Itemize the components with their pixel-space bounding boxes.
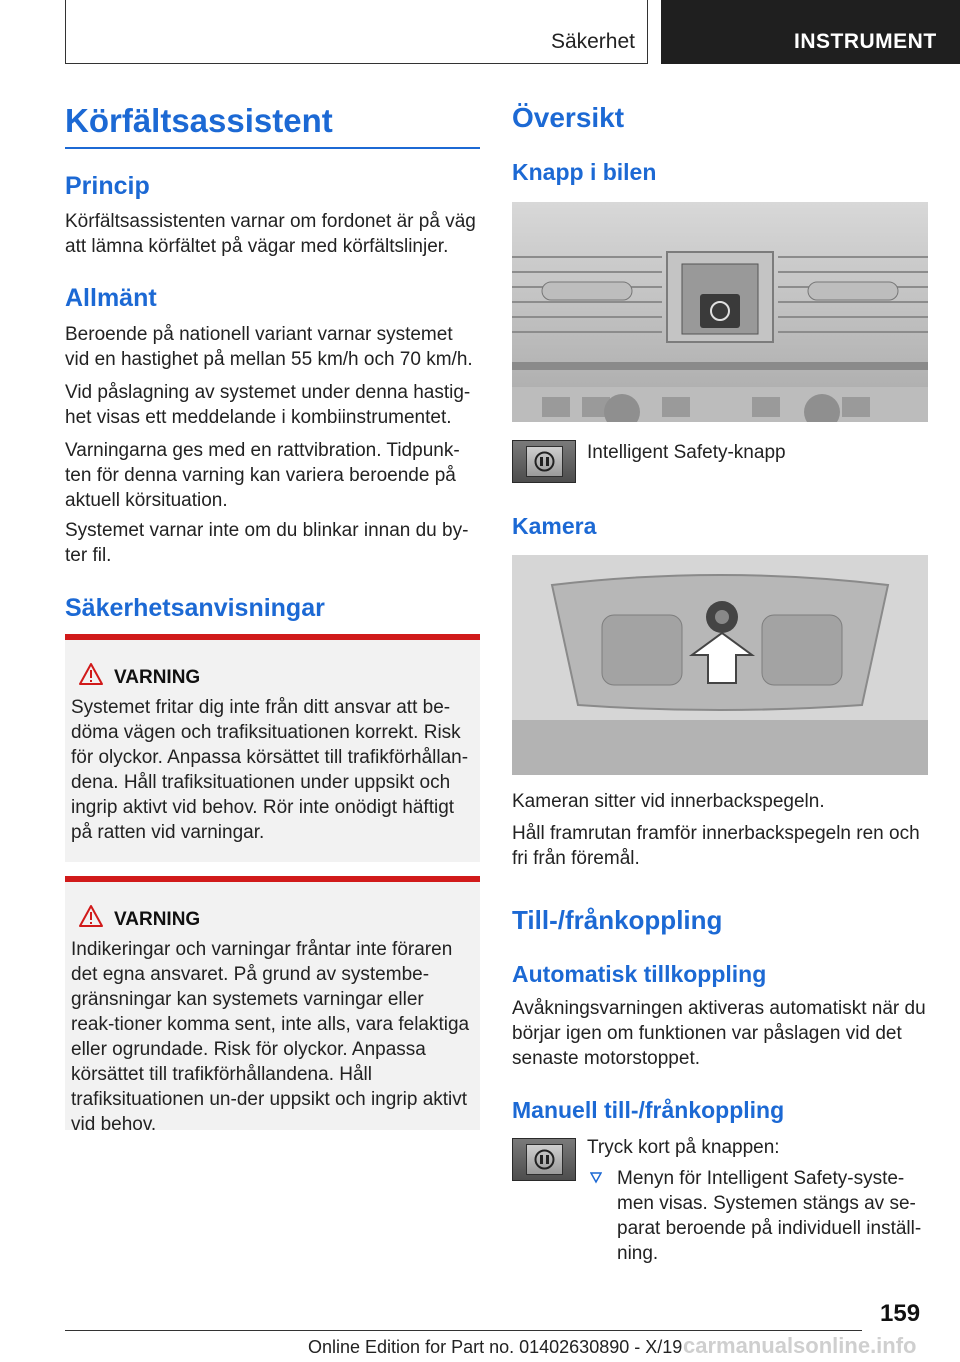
- heading-camera: Kamera: [512, 513, 597, 539]
- watermark: carmanualsonline.info: [683, 1333, 917, 1358]
- section-title: Säkerhet: [550, 30, 635, 53]
- warning-box-1: [65, 634, 480, 862]
- heading-safety: Säkerhetsanvisningar: [65, 594, 325, 622]
- button-caption: Intelligent Safety-knapp: [587, 442, 786, 463]
- camera-paragraph-2: Håll framrutan framför innerbackspegeln ren och fri från föremål.: [512, 823, 920, 869]
- warning-triangle-icon: [78, 662, 104, 686]
- warning-text-1: Systemet fritar dig inte från ditt ansvar att be‐döma vägen och trafiksituationen korrekt. Risk för olyckor. Anpassa körsättet till trafikförhållan‐dena. Håll trafiksituationen under uppsikt och ingrip aktivt vid behov. Rör inte onödigt häftigt på ratten vid varningar.: [71, 697, 469, 843]
- principle-text: Körfältsassistenten varnar om fordonet är på väg att lämna körfältet på vägar med körfältslinjer.: [65, 211, 476, 257]
- general-paragraph-3: Varningarna ges med en rattvibration. Tidpunk‐ten för denna varning kan variera beroende på aktuell körsituation.: [65, 440, 460, 511]
- heading-button-in-car: Knapp i bilen: [512, 159, 657, 185]
- intelligent-safety-button-image: [512, 440, 576, 483]
- manual-text: Tryck kort på knappen:: [587, 1137, 780, 1158]
- bullet-triangle-icon: [590, 1172, 602, 1184]
- title-rule: [65, 147, 480, 149]
- warning-title-1: VARNING: [114, 667, 201, 688]
- footer-rule: [65, 1330, 862, 1331]
- heading-on-off: Till-/frånkoppling: [512, 905, 723, 935]
- page-title: Körfältsassistent: [65, 102, 333, 139]
- heading-automatic: Automatisk tillkoppling: [512, 961, 767, 987]
- warning-title-2: VARNING: [114, 909, 201, 930]
- heading-overview: Översikt: [512, 102, 625, 133]
- intelligent-safety-icon: [527, 447, 562, 476]
- manual-bullet-text: Menyn för Intelligent Safety-syste‐men visas. Systemen stängs av se‐parat beroende på individuell inställ‐ning.: [617, 1168, 922, 1264]
- general-paragraph-4: Systemet varnar inte om du blinkar innan du by‐ter fil.: [65, 520, 469, 566]
- intelligent-safety-icon: [527, 1145, 562, 1174]
- heading-manual: Manuell till-/frånkoppling: [512, 1097, 785, 1123]
- warning-triangle-icon: [78, 904, 104, 928]
- header-section-tab: [65, 0, 648, 64]
- chapter-title: INSTRUMENT: [794, 30, 937, 53]
- general-paragraph-2: Vid påslagning av systemet under denna hastig‐het visas ett meddelande i kombiinstrumentet.: [65, 382, 471, 428]
- heading-principle: Princip: [65, 172, 150, 200]
- footer-edition: Online Edition for Part no. 01402630890 - X/19: [308, 1337, 683, 1357]
- camera-photo: [512, 555, 928, 775]
- page-number: 159: [880, 1300, 921, 1327]
- dashboard-button-photo: [512, 202, 928, 422]
- camera-paragraph-1: Kameran sitter vid innerbackspegeln.: [512, 791, 825, 812]
- intelligent-safety-button-image-2: [512, 1138, 576, 1181]
- header-chapter-tab: [661, 0, 960, 64]
- warning-text-2: Indikeringar och varningar fråntar inte föraren det egna ansvaret. På grund av systembe‐gränsningar kan systemets varningar eller reak‐tioner komma sent, inte alls, vara felaktiga eller ogrundade. Risk för olyckor. Anpassa körsättet till trafikförhållandena. Håll trafiksituationen un‐der uppsikt och ingrip aktivt vid behov.: [71, 939, 470, 1135]
- automatic-text: Avåkningsvarningen aktiveras automatiskt när du börjar igen om funktionen var påslagen vid det senaste motorstoppet.: [512, 998, 926, 1069]
- warning-box-2: [65, 876, 480, 1135]
- heading-general: Allmänt: [65, 284, 157, 312]
- general-paragraph-1: Beroende på nationell variant varnar systemet vid en hastighet på mellan 55 km/h och 70 km/h.: [65, 324, 473, 370]
